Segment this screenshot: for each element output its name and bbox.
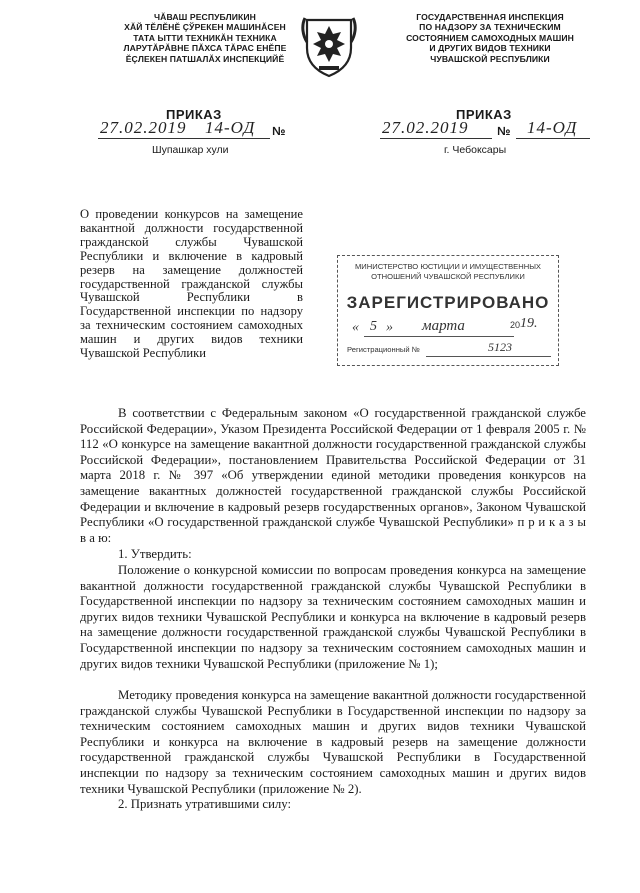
header-right-org-name [380,12,600,64]
header-right-line: СОСТОЯНИЕМ САМОХОДНЫХ МАШИН [406,32,574,43]
order-title-right: ПРИКАЗ [456,107,512,122]
order-underline-right-number [516,138,590,139]
header-left-line: ТАТА ЫТТИ ТЕХНИКĂН ТЕХНИКА [133,32,277,43]
header-right-line: ГОСУДАРСТВЕННАЯ ИНСПЕКЦИЯ [416,12,564,22]
item-2-heading: 2. Признать утратившими силу: [118,797,292,811]
stamp-date-line [364,336,514,337]
stamp-reg-label: Регистрационный № [347,345,420,354]
header-right-line: ЧУВАШСКОЙ РЕСПУБЛИКИ [430,53,550,64]
stamp-quote-close: » [386,320,393,335]
header-left-line: ХĂЙ ТĔЛĔНĔ ÇЎРЕКЕН МАШИНĂСЕН [124,22,286,33]
order-number-right: 14-ОД [527,118,578,137]
preamble-paragraph: В соответствии с Федеральным законом «О государственной гражданской службе Российской Федерации», Указом Президента Российской Федерации от 1 февраля 2005 г. № 112 «О конкурсе на замещение вакантной должности государственной гражданской службы Российской Федерации», постановлением Правительства Российской Федерации от 31 марта 2018 г. № 397 «Об утверждении единой методики проведения конкурсов на замещение вакантных должностей государственной гражданской службы Российской Федерации и включение в кадровый резерв государственных органов», Законом Чувашской Республики «О государственной гражданской службе Чувашской Республики» п р и к а з ы в а ю: [80,406,586,545]
place-right: г. Чебоксары [444,144,507,156]
stamp-day: 5 [370,319,377,334]
stamp-org-line: ОТНОШЕНИЙ ЧУВАШСКОЙ РЕСПУБЛИКИ [371,271,525,281]
stamp-quote-open: « [352,320,359,335]
order-number-left: 14-ОД [205,118,256,137]
stamp-year-suffix: 19. [520,316,538,331]
header-left-line: ЧĂВАШ РЕСПУБЛИКИН [154,12,256,22]
header-right-line: И ДРУГИХ ВИДОВ ТЕХНИКИ [429,43,551,54]
order-underline-right-date [380,138,492,139]
stamp-year-prefix: 20 [510,320,521,330]
stamp-reg-number: 5123 [488,340,512,354]
number-sign-right: № [497,124,511,138]
order-date-left: 27.02.2019 [100,118,187,137]
header-left-line: ĔÇЛЕКЕН ПАТШАЛĂХ ИНСПЕКЦИЙĔ [125,53,285,64]
item-1-heading: 1. Утвердить: [118,547,192,561]
order-subject: О проведении конкурсов на замещение вакантной должности государственной гражданской службы Чувашской Республики и включение в кадровый резерв на замещение должностей государственной гражданской службы Чувашской Республики в Государственной инспекции по надзору за техническим состоянием самоходных машин и других видов техники Чувашской Республики [80,207,303,361]
order-date-right: 27.02.2019 [382,118,469,137]
order-underline-left [98,138,270,139]
header-left-org-name [90,12,320,64]
paragraph-methodology: Методику проведения конкурса на замещение вакантной должности государственной гражданской службы Чувашской Республики в Государственной инспекции по надзору за техническим состоянием самоходных машин и других видов техники Чувашской Республики и конкурса на включение в кадровый резерв на замещение должности государственной гражданской службы Чувашской Республики в Государственной инспекции по надзору за техническим состоянием самоходных машин и других видов техники Чувашской Республики (приложение № 2). [80,688,586,796]
stamp-reg-line [426,356,551,357]
paragraph-regulation: Положение о конкурсной комиссии по вопросам проведения конкурса на замещение вакантной должности государственной гражданской службы Чувашской Республики в Государственной инспекции по надзору за техническим состоянием самоходных машин и других видов техники Чувашской Республики и конкурса на включение в кадровый резерв на замещение должности государственной гражданской службы Чувашской Республики в Государственной инспекции по надзору за техническим состоянием самоходных машин и других видов техники Чувашской Республики (приложение № 1); [80,563,586,671]
stamp-org-line: МИНИСТЕРСТВО ЮСТИЦИИ И ИМУЩЕСТВЕННЫХ [354,262,541,271]
number-sign-left: № [272,124,286,138]
stamp-month: марта [422,318,465,334]
stamp-org [338,262,558,281]
order-title-left: ПРИКАЗ [166,107,222,122]
place-left: Шупашкар хули [152,144,229,156]
registration-stamp [337,255,559,366]
header-left-line: ЛАРУТĂРĂВНЕ ПĂХСА ТĂРАС ЕНĔПЕ [123,43,287,54]
header-right-line: ПО НАДЗОРУ ЗА ТЕХНИЧЕСКИМ [419,22,561,33]
chuvash-emblem-icon [301,14,357,78]
stamp-registered-word: ЗАРЕГИСТРИРОВАНО [346,293,550,312]
